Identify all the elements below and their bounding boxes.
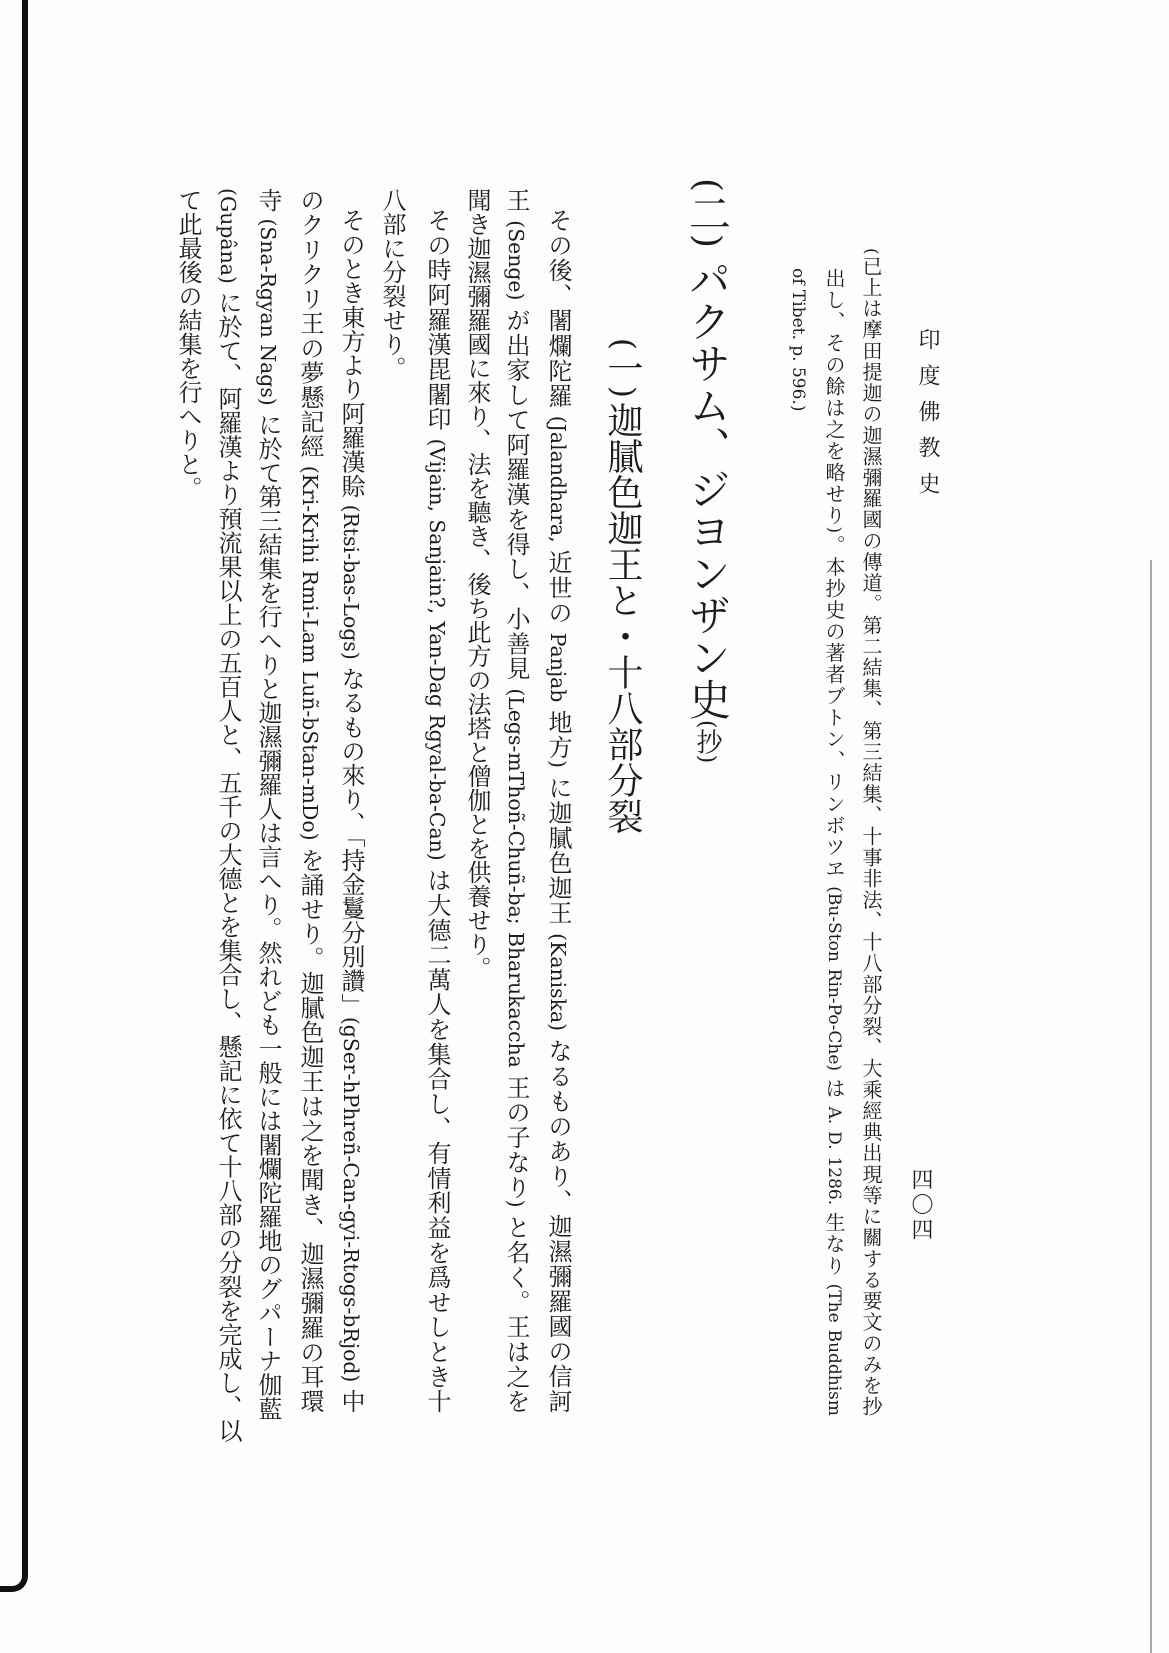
romanized-text: (Jalandhara,	[546, 408, 570, 551]
romanized-text: (Rtsi-bas-Logs)	[339, 497, 363, 667]
body-line-1: その後、闍爛陀羅 (Jalandhara, 近世の Panjab 地方) に迦膩色迦王 (Kaniska) なるものあり、迦濕彌羅國の信訶	[544, 208, 572, 1414]
romanized-text: Panjab	[546, 625, 570, 710]
scan-edge-right	[1150, 560, 1152, 1653]
chapter-heading	[677, 178, 737, 763]
scan-edge-corner	[0, 1556, 28, 1592]
romanized-text: (	[605, 338, 640, 350]
running-header-title: 印度佛教史	[915, 328, 940, 508]
romanized-text: of Tibet. p. 596.)	[788, 268, 808, 412]
romanized-text: )	[605, 385, 640, 398]
body-line-10: て此最後の結集を行へりと。	[174, 188, 202, 500]
romanized-text: (Legs-mThoñ-Chuñ-ba; Bharukaccha	[504, 680, 528, 1076]
romanized-text: )	[824, 526, 844, 534]
romanized-text: )	[546, 759, 570, 776]
chapter-suffix: (抄)	[692, 719, 722, 764]
romanized-text: )	[687, 233, 728, 248]
body-line-7: のクリクリ王の夢懸記經 (Kri-Krihi Rmi-Lam Luñ-bStan-mDo) を誦せり。迦膩色迦王は之を聞き、迦濕彌羅の耳環	[296, 188, 324, 1414]
romanized-text: (The Buddhism	[824, 1276, 844, 1417]
romanized-text: (Kri-Krihi Rmi-Lam Luñ-bStan-mDo)	[298, 458, 322, 848]
note-line-1: (已上は摩田提迦の迦濕彌羅國の傳道。第二結集、第三結集、十事非法、十八部分裂、大乘經典出現等に關する要文のみを抄	[859, 248, 883, 1416]
scan-edge-left	[22, 0, 28, 1568]
section-number: (一)	[602, 338, 643, 398]
romanized-text: )	[504, 1199, 528, 1215]
page-number: 四〇四	[908, 1168, 933, 1243]
body-line-4: その時阿羅漢毘闍印 (Vijain, Sanjain?, Yan-Dag Rgyal-ba-Can) は大德二萬人を集合し、有情利益を爲せしとき十	[423, 208, 451, 1414]
romanized-text: (Kaniska)	[546, 925, 570, 1039]
body-line-3: 聞き迦濕彌羅國に來り、法を聽き、後ち此方の法塔と僧伽とを供養せり。	[463, 188, 491, 980]
body-line-9: (Gupâna) に於て、阿羅漢より預流果以上の五百人と、五千の大德とを集合し、懸記に依て十八部の分裂を完成し、以	[214, 188, 242, 1443]
body-line-2: 王 (Senge) が出家して阿羅漢を得し、小善見 (Legs-mThoñ-Chuñ-ba; Bharukaccha 王の子なり) と名く。王は之を	[502, 188, 530, 1414]
romanized-text: A. D. 1286.	[824, 1099, 844, 1213]
romanized-text: )	[694, 754, 720, 764]
romanized-text: (	[861, 248, 881, 255]
romanized-text: (Senge)	[504, 212, 528, 308]
note-line-3	[780, 268, 816, 411]
romanized-text: (Gupâna)	[216, 188, 240, 291]
note-line-2: 出し、その餘は之を略せり)。本抄史の著者ブトン、リンボツヱ (Bu-Ston Rin-Po-Che) は A. D. 1286. 生なり (The Buddhism	[822, 268, 846, 1417]
body-line-6: そのとき東方より阿羅漢賒 (Rtsi-bas-Logs) なるもの來り、「持金鬘分別讚」(gSer-hPhreñ-Can-gyi-Rtogs-bRjod) 中	[337, 208, 365, 1413]
section-title: 迦膩色迦王と・十八部分裂	[602, 401, 643, 834]
chapter-number: (二)	[683, 178, 732, 248]
romanized-text: (	[694, 719, 720, 729]
chapter-title: パクサム、ジヨンザン史	[683, 257, 732, 720]
body-line-5: 八部に分裂せり。	[378, 188, 406, 380]
romanized-text: (Vijain, Sanjain?, Yan-Dag Rgyal-ba-Can)	[425, 431, 449, 869]
romanized-text: (Bu-Ston Rin-Po-Che)	[824, 879, 844, 1078]
romanized-text: (gSer-hPhreñ-Can-gyi-Rtogs-bRjod)	[339, 1016, 363, 1389]
section-heading	[597, 338, 647, 834]
romanized-text: (Sna-Rgyan Nags)	[256, 212, 280, 413]
romanized-text: (	[687, 178, 728, 192]
body-line-8: 寺 (Sna-Rgyan Nags) に於て第三結集を行へりと迦濕彌羅人は言へり。然れども一般には闍爛陀羅地のグパーナ伽藍	[254, 188, 282, 1421]
